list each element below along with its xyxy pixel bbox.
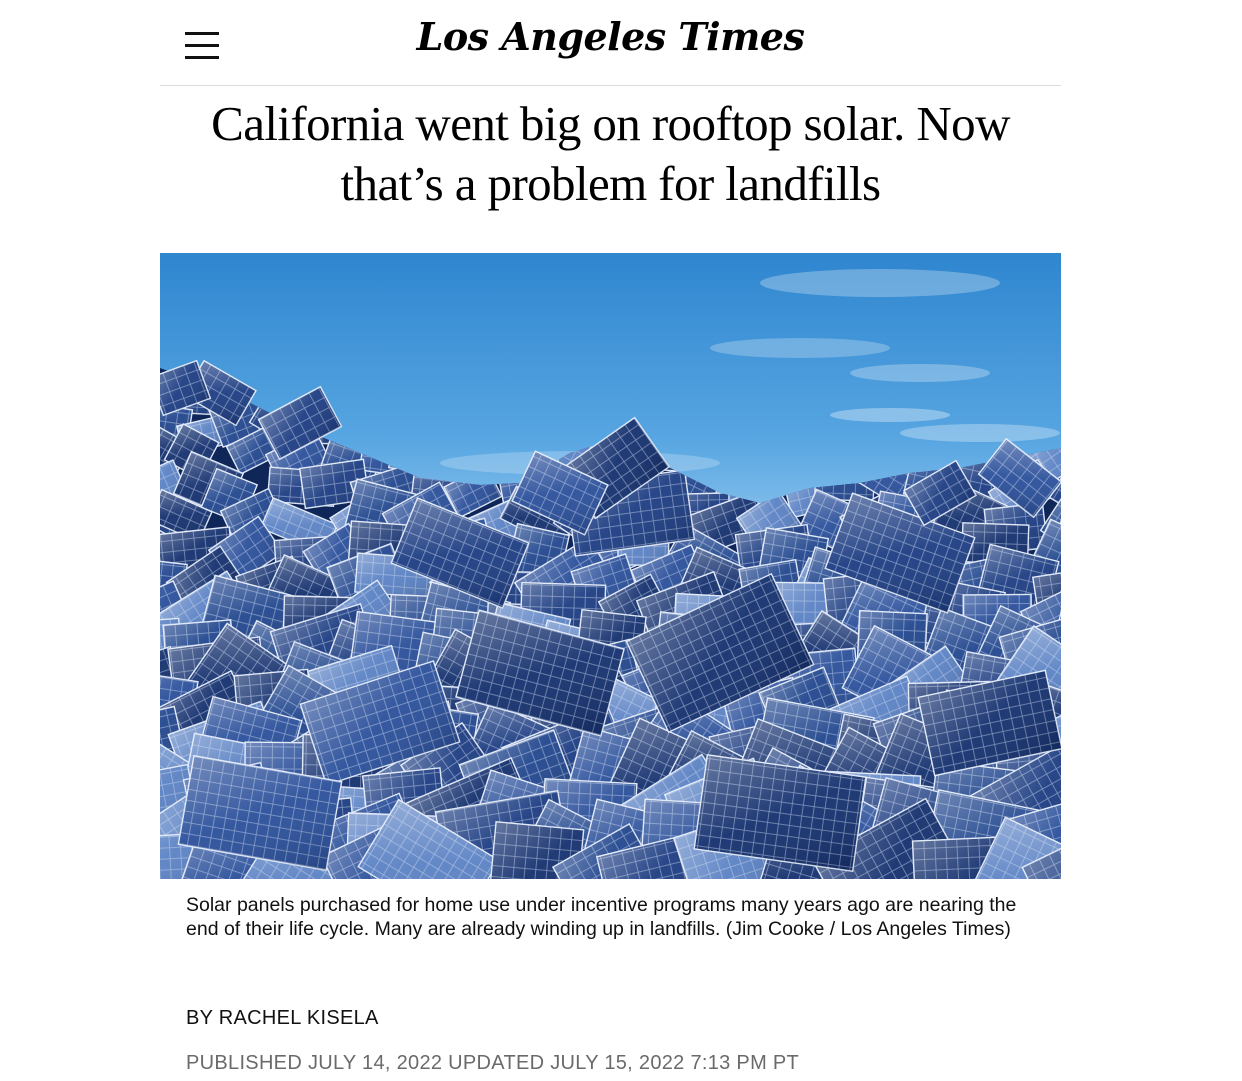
solar-panel: [370, 401, 431, 447]
clouds: [440, 269, 1060, 475]
solar-panel: [349, 398, 408, 455]
solar-panel: [1042, 373, 1061, 415]
masthead: [160, 0, 1061, 86]
image-caption: Solar panels purchased for home use under incentive programs many years ago are nearing the end of their life cycle. Many are already winding up in landfills. (Jim Cooke / Los Angeles Times): [186, 894, 1017, 940]
solar-panel: [726, 406, 769, 442]
solar-panel: [719, 366, 768, 409]
solar-panel: [855, 397, 923, 456]
solar-panel: [340, 367, 387, 410]
solar-panel: [666, 368, 716, 413]
solar-panel: [405, 398, 472, 459]
hero-image: [160, 253, 1061, 879]
solar-panel: [717, 435, 771, 483]
solar-panel: [553, 370, 606, 415]
published-date: JULY 14, 2022: [307, 1052, 443, 1074]
solar-panel: [496, 384, 535, 419]
solar-panel: [522, 373, 565, 411]
solar-panel: [388, 380, 430, 420]
solar-panel: [418, 371, 457, 403]
solar-panel: [868, 436, 918, 476]
published-label: PUBLISHED: [186, 1052, 303, 1074]
updated-date: JULY 15, 2022 7:13 PM PT: [550, 1052, 800, 1074]
solar-panels-illustration: [160, 253, 1061, 879]
solar-panel: [621, 380, 669, 414]
solar-panel: [684, 374, 737, 424]
solar-panel: [389, 429, 440, 475]
byline: [186, 1007, 379, 1030]
solar-panel: [670, 399, 738, 456]
author-link[interactable]: RACHEL KISELA: [218, 1007, 379, 1029]
site-logo[interactable]: Los Angeles Times: [416, 14, 805, 59]
article-page: [160, 0, 1061, 1074]
article-headline: California went big on rooftop solar. Now that’s a problem for landfills: [211, 96, 1010, 211]
solar-panel: [497, 412, 538, 455]
dateline: [186, 1052, 799, 1075]
solar-panel: [790, 384, 829, 418]
solar-panel: [758, 434, 819, 476]
updated-label: UPDATED: [448, 1052, 545, 1074]
solar-panel: [948, 388, 1001, 414]
byline-prefix: BY: [186, 1007, 213, 1029]
solar-panel: [999, 380, 1057, 426]
solar-panel: [500, 394, 547, 436]
